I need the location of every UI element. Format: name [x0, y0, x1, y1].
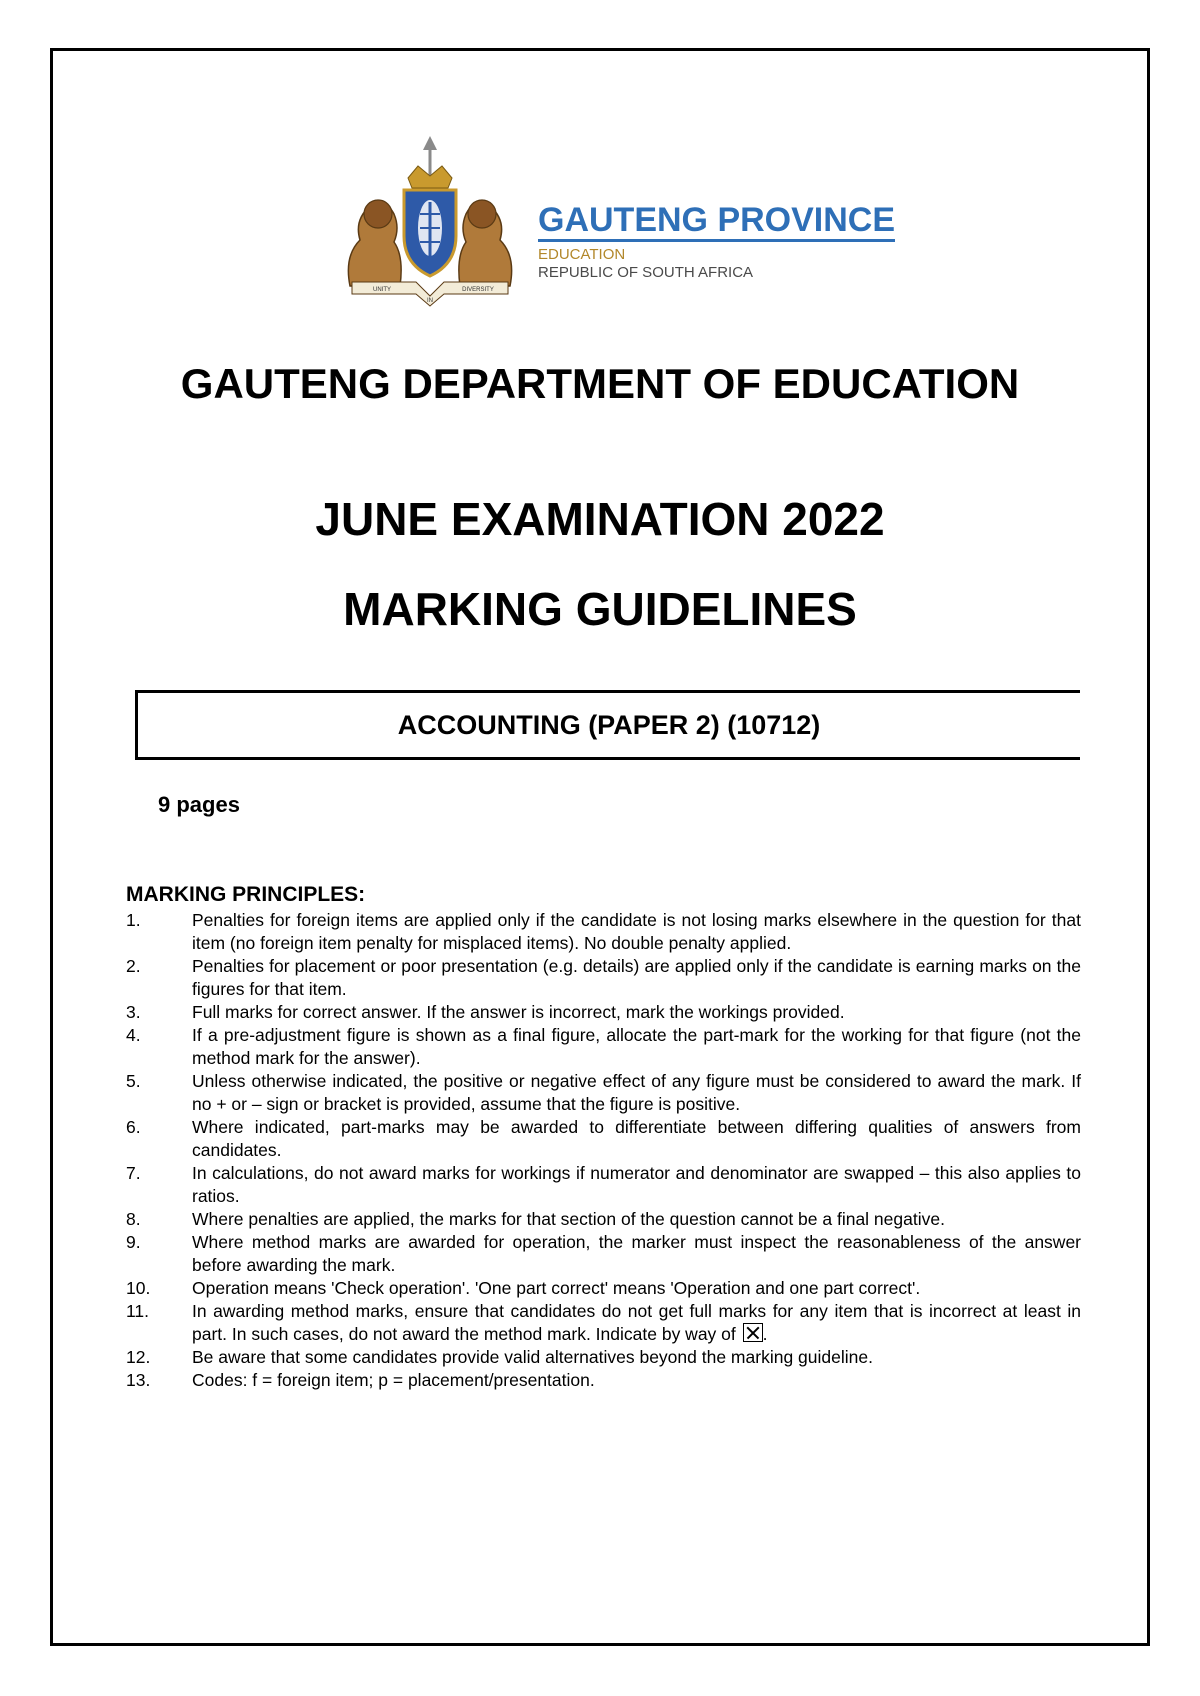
department-heading: GAUTENG DEPARTMENT OF EDUCATION — [180, 360, 1020, 407]
item-number: 10. — [126, 1278, 151, 1298]
item-text: Where indicated, part-marks may be awarded to differentiate between differing qualities of answers from candidates. — [192, 1117, 1081, 1160]
item-text: Full marks for correct answer. If the answer is incorrect, mark the workings provided. — [192, 1002, 845, 1022]
list-item — [126, 1162, 1081, 1208]
list-item — [126, 1208, 1081, 1231]
principles-list — [126, 909, 1081, 1392]
guidelines-heading: MARKING GUIDELINES — [343, 583, 857, 635]
exam-heading: JUNE EXAMINATION 2022 — [315, 493, 885, 545]
motto-middle: IN — [427, 298, 433, 304]
item-number: 6. — [126, 1117, 141, 1137]
motto-right: DIVERSITY — [462, 287, 494, 293]
motto-left: UNITY — [373, 287, 391, 293]
item-number: 13. — [126, 1370, 151, 1390]
subject-box — [135, 690, 1080, 760]
item-text: Penalties for placement or poor presentation (e.g. details) are applied only if the candidate is earning marks on the figures for that item. — [192, 956, 1081, 999]
logo-subtitle-education: EDUCATION — [538, 246, 626, 263]
list-item — [126, 1070, 1081, 1116]
item-number: 4. — [126, 1025, 141, 1045]
list-item — [126, 1346, 1081, 1369]
item-number: 8. — [126, 1209, 141, 1229]
coat-of-arms-icon — [330, 136, 530, 308]
list-item — [126, 1001, 1081, 1024]
item-number: 12. — [126, 1347, 151, 1367]
list-item — [126, 1024, 1081, 1070]
page-count: 9 pages — [158, 792, 240, 817]
item-text: Codes: f = foreign item; p = placement/presentation. — [192, 1370, 595, 1390]
item-text: In awarding method marks, ensure that candidates do not get full marks for any item that is incorrect at least in part. In such cases, do not award the method mark. Indicate by way of — [192, 1301, 1081, 1344]
list-item — [126, 955, 1081, 1001]
subject-title: ACCOUNTING (PAPER 2) (10712) — [397, 709, 821, 740]
item-text: Unless otherwise indicated, the positive or negative effect of any figure must be considered to award the mark. If no + or – sign or bracket is provided, assume that the figure is positive. — [192, 1071, 1081, 1114]
item-number: 11. — [126, 1301, 150, 1321]
item-text: Where penalties are applied, the marks for that section of the question cannot be a final negative. — [192, 1209, 945, 1229]
list-item — [126, 909, 1081, 955]
item-number: 3. — [126, 1002, 141, 1022]
item-text: In calculations, do not award marks for workings if numerator and denominator are swapped – this also applies to ratios. — [192, 1163, 1081, 1206]
item-number: 9. — [126, 1232, 141, 1252]
list-item — [126, 1116, 1081, 1162]
item-text: Where method marks are awarded for operation, the marker must inspect the reasonableness of the answer before awarding the mark. — [192, 1232, 1081, 1275]
list-item — [126, 1369, 1081, 1392]
item-number: 7. — [126, 1163, 141, 1183]
logo-title: GAUTENG PROVINCE — [538, 202, 895, 242]
item-text: If a pre-adjustment figure is shown as a final figure, allocate the part-mark for the working for that figure (not the method mark for the answer). — [192, 1025, 1081, 1068]
item-number: 5. — [126, 1071, 141, 1091]
gauteng-logo — [300, 130, 910, 315]
list-item: 11. In awarding method marks, ensure that candidates do not get full marks for any item that is incorrect at least in part. In such cases, do not award the method mark. Indicate by way of . — [126, 1301, 1081, 1344]
list-item — [126, 1231, 1081, 1277]
list-item — [126, 1277, 1081, 1300]
marking-principles — [126, 883, 1081, 1392]
item-number: 1. — [126, 910, 141, 930]
crossed-box-icon — [743, 1323, 763, 1342]
item-number: 2. — [126, 956, 141, 976]
item-text: Be aware that some candidates provide valid alternatives beyond the marking guideline. — [192, 1347, 873, 1367]
logo-subtitle-country: REPUBLIC OF SOUTH AFRICA — [538, 264, 754, 281]
principles-title: MARKING PRINCIPLES: — [126, 883, 366, 906]
item-text: Penalties for foreign items are applied only if the candidate is not losing marks elsewhere in the question for that item (no foreign item penalty for misplaced items). No double penalty applied. — [192, 910, 1081, 953]
item-text: Operation means 'Check operation'. 'One part correct' means 'Operation and one part correct'. — [192, 1278, 921, 1298]
